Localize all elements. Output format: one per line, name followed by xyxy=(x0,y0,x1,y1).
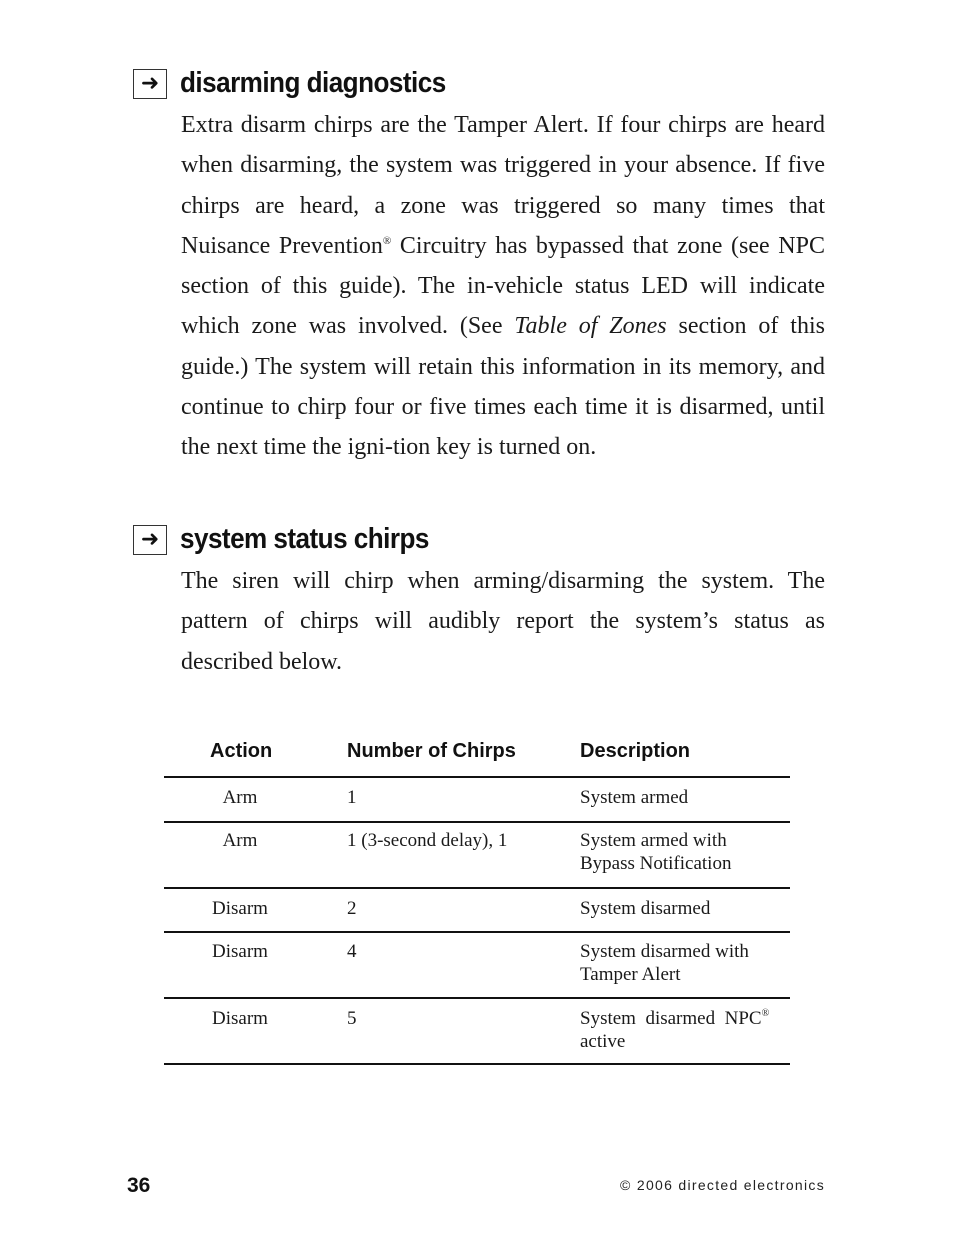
table-row xyxy=(164,823,790,889)
cell-description: System disarmed with Tamper Alert xyxy=(580,941,749,985)
chirp-status-table xyxy=(164,738,790,1065)
cell-chirps: 5 xyxy=(347,1008,357,1029)
cell-description: System disarmed NPC® active xyxy=(580,1008,770,1052)
cell-action: Arm xyxy=(222,830,258,851)
header-description: Description xyxy=(580,740,691,762)
section-heading-system-status-chirps xyxy=(133,523,457,556)
table-header-row xyxy=(164,738,790,778)
cell-chirps: 1 (3-second delay), 1 xyxy=(347,830,508,851)
system-status-chirps-paragraph: The siren will chirp when arming/disarming the system. The pattern of chirps will audibly report the system’s status as described below. xyxy=(181,568,825,675)
cell-chirps: 4 xyxy=(347,941,357,962)
section-heading-disarming-diagnostics xyxy=(133,67,475,100)
header-number-of-chirps: Number of Chirps xyxy=(347,740,516,762)
header-action: Action xyxy=(210,740,273,762)
section-title: system status chirps xyxy=(180,523,429,555)
cell-description: System armed with Bypass Notification xyxy=(580,830,732,874)
arrow-right-icon: ➜ xyxy=(133,69,167,99)
table-row xyxy=(164,778,790,823)
cell-description: System armed xyxy=(580,787,689,808)
cell-action: Disarm xyxy=(212,898,268,919)
cell-description: System disarmed xyxy=(580,898,711,919)
arrow-right-icon: ➜ xyxy=(133,525,167,555)
page-number: 36 xyxy=(127,1174,151,1197)
cell-chirps: 2 xyxy=(347,898,357,919)
table-row xyxy=(164,933,790,999)
section-title: disarming diagnostics xyxy=(180,67,446,99)
copyright-notice: © 2006 directed electronics xyxy=(620,1177,825,1193)
table-row xyxy=(164,999,790,1065)
cell-chirps: 1 xyxy=(347,787,357,808)
cell-action: Disarm xyxy=(212,1008,268,1029)
table-row xyxy=(164,889,790,933)
disarming-diagnostics-paragraph: Extra disarm chirps are the Tamper Alert. If four chirps are heard when disarming, the system was triggered in your absence. If five chirps are heard, a zone was triggered so many times that Nuisance Prevention® Circuitry has bypassed that zone (see NPC section of this guide). The in-vehicle status LED will indicate which zone was involved. (See Table of Zones section of this guide.) The system will retain this information in its memory, and continue to chirp four or five times each time it is disarmed, until the next time the igni-tion key is turned on. xyxy=(181,112,825,461)
cell-action: Arm xyxy=(222,787,258,808)
cell-action: Disarm xyxy=(212,941,268,962)
